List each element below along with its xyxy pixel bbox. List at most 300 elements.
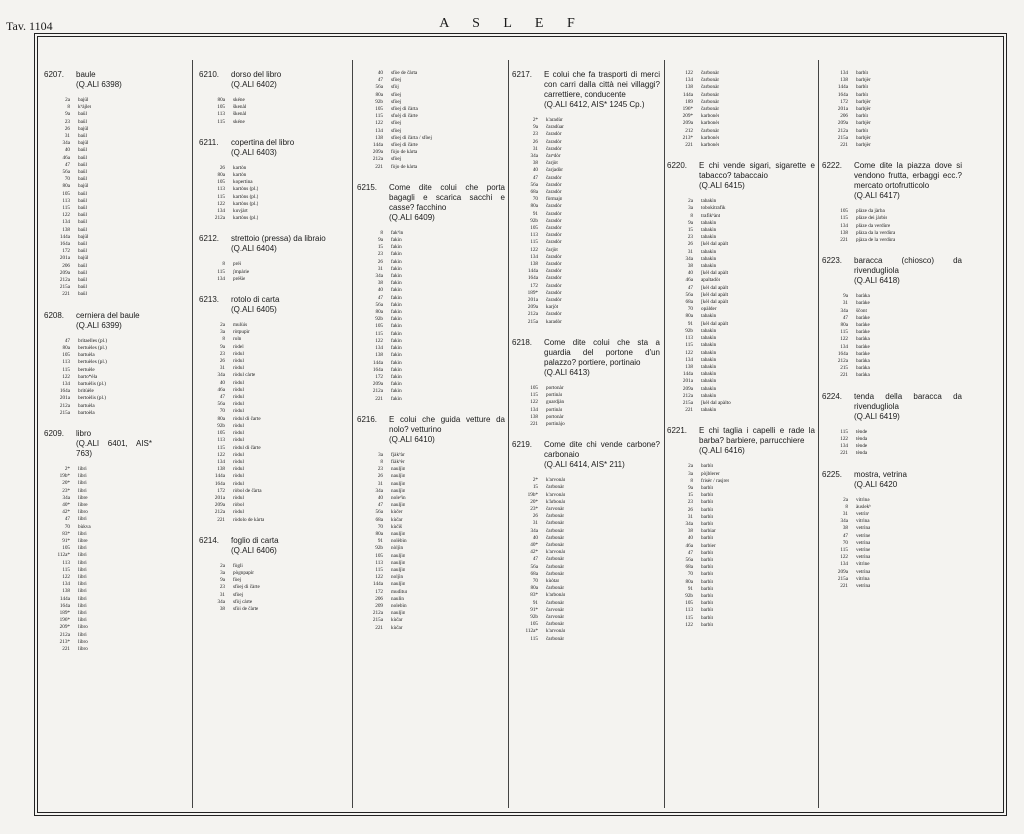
entry [44, 70, 152, 299]
point-number: 138 [217, 466, 225, 473]
entry-source: (Q.ALI 6399) [76, 320, 122, 330]
point-number: 164a [59, 241, 70, 248]
dialect-form: fakìn [391, 244, 402, 251]
entry-heading [512, 70, 660, 110]
data-row [667, 528, 815, 535]
point-number: 92b [375, 316, 383, 323]
data-row [667, 607, 815, 614]
dialect-form: libre [78, 501, 88, 508]
entry-title: Come dite la piazza dove si vendono frutta, erbaggi ecc.? mercato ortofrutticolo [854, 161, 962, 191]
dialect-form: plàze dei jàrbis [856, 215, 888, 222]
dialect-form: fakìn [391, 388, 402, 395]
data-row [44, 603, 152, 610]
entry-question [76, 311, 152, 331]
data-row [44, 97, 152, 104]
data-row [357, 142, 505, 149]
entry-rows [512, 477, 660, 643]
entry-number: 6222. [822, 161, 843, 171]
point-number: 46a [217, 386, 225, 393]
column [199, 70, 349, 625]
point-number: 8 [222, 261, 225, 268]
data-row [199, 408, 349, 415]
entry-rows [199, 322, 349, 524]
point-number: 15 [687, 492, 693, 499]
point-number: 3a [220, 329, 225, 336]
point-number: 56a [375, 509, 383, 516]
dialect-form: fakìn [391, 323, 402, 330]
point-number: 221 [375, 395, 383, 402]
point-number: 42* [530, 549, 538, 556]
dialect-form: nauljìn [391, 502, 406, 509]
data-row [44, 560, 152, 567]
data-row [667, 478, 815, 485]
data-row [667, 328, 815, 335]
dialect-form: čaradòr [546, 210, 562, 217]
data-row [512, 146, 660, 153]
point-number: 31 [219, 591, 225, 598]
dialect-form: ròdul [233, 430, 244, 437]
point-number: 115 [217, 193, 225, 200]
dialect-form: čaradòr [546, 239, 562, 246]
entry-heading [512, 338, 660, 378]
point-number: 105 [530, 384, 538, 391]
point-number: 113 [217, 437, 225, 444]
point-number: 134 [840, 561, 848, 568]
entry [667, 161, 815, 414]
dialect-form: tabakìn [701, 219, 717, 226]
entry-question [854, 256, 962, 286]
dialect-form: libre [78, 494, 88, 501]
data-row [199, 445, 349, 452]
data-row [512, 239, 660, 246]
point-number: 31 [842, 300, 848, 307]
data-row [512, 628, 660, 635]
dialect-form: baûl [78, 197, 87, 204]
dialect-form: čaradòr [546, 217, 562, 224]
dialect-form: čaradòr [546, 203, 562, 210]
point-number: 15 [377, 244, 383, 251]
dialect-form: k'arbonàr [546, 592, 566, 599]
data-row [357, 481, 505, 488]
dialect-form: čarbonàr [546, 484, 565, 491]
dialect-form: čaradòr [546, 181, 562, 188]
entry-source: (Q.ALI 6414, AIS* 211) [544, 460, 625, 470]
point-number: 115 [62, 205, 70, 212]
dialect-form: nauljìn [391, 566, 406, 573]
dialect-form: kartòn [233, 164, 247, 171]
data-row [199, 509, 349, 516]
point-number: 83* [62, 530, 70, 537]
point-number: 172 [375, 588, 383, 595]
dialect-form: sfòej di čàrte [391, 142, 418, 149]
point-number: 189* [527, 289, 538, 296]
dialect-form: bertuèles (pl.) [78, 359, 107, 366]
data-row [512, 542, 660, 549]
entry-source: (Q.ALI 6419) [854, 411, 900, 421]
point-number: 23 [532, 131, 538, 138]
dialect-form: vitrìna [856, 518, 870, 525]
point-number: 122 [375, 337, 383, 344]
point-number: 23* [530, 505, 538, 512]
point-number: 105 [530, 225, 538, 232]
dialect-form: ròdul [233, 365, 244, 372]
dialect-form: čaradòr [546, 289, 562, 296]
dialect-form: libro [78, 509, 88, 516]
point-number: 23 [219, 350, 225, 357]
data-row [822, 511, 962, 518]
data-row [357, 345, 505, 352]
data-row [357, 610, 505, 617]
data-row [667, 205, 815, 212]
data-row [822, 70, 962, 77]
dialect-form: čaradòr [546, 268, 562, 275]
dialect-form: čaradòr [546, 311, 562, 318]
dialect-form: bajül [78, 233, 89, 240]
entry-question [699, 161, 815, 191]
point-number: 215a [59, 409, 70, 416]
entry [357, 70, 505, 171]
data-row [667, 263, 815, 270]
entry-title: strettoio (pressa) da libraio [231, 234, 326, 244]
dialect-form: barbìr [701, 520, 714, 527]
data-row [44, 574, 152, 581]
dialect-form: nolèbìn [391, 538, 407, 545]
point-number: 34a [375, 273, 383, 280]
point-number: 134 [62, 219, 70, 226]
data-row [199, 186, 349, 193]
point-number: 8 [845, 503, 848, 510]
dialect-form: barbier [701, 542, 716, 549]
data-row [512, 528, 660, 535]
dialect-form: čaradòr [546, 282, 562, 289]
data-row [199, 322, 349, 329]
data-row [44, 104, 152, 111]
point-number: 144a [372, 142, 383, 149]
data-row [199, 592, 349, 599]
dialect-form: čaradòr [546, 138, 562, 145]
data-row [512, 506, 660, 513]
point-number: 56a [62, 169, 70, 176]
point-number: 221 [62, 646, 70, 652]
entry-heading [199, 70, 349, 90]
data-row [199, 599, 349, 606]
point-number: 2a [688, 463, 693, 470]
data-row [667, 364, 815, 371]
data-row [512, 484, 660, 491]
dialect-form: barto*èla [78, 373, 98, 380]
data-row [667, 99, 815, 106]
point-number: 31 [219, 365, 225, 372]
data-row [357, 574, 505, 581]
point-number: 34a [375, 487, 383, 494]
dialect-form: čarbonàr [701, 127, 720, 134]
data-row [512, 218, 660, 225]
entry-title: E chi taglia i capelli e rade la barba? barbiere, parrucchiere [699, 426, 815, 446]
dialect-form: sfòe de čàrta [391, 70, 418, 76]
point-number: 56a [685, 556, 693, 563]
dialect-form: baûl [78, 241, 87, 248]
dialect-form: fakìn [391, 280, 402, 287]
entry-title: libro [76, 428, 92, 438]
dialect-form: mulùis [233, 322, 248, 329]
point-number: 47 [219, 394, 225, 401]
point-number: 115 [530, 392, 538, 399]
data-row [667, 70, 815, 77]
point-number: 209a [682, 385, 693, 392]
entry-heading [822, 256, 962, 286]
point-number: 213* [682, 134, 693, 141]
data-row [44, 338, 152, 345]
dialect-form: vetrìna [856, 568, 871, 575]
dialect-form: portinàjo [546, 420, 565, 427]
entry-title: E chi vende sigari, sigarette e tabacco? tabaccaio [699, 161, 815, 181]
point-number: 9a [688, 484, 693, 491]
dialect-form: tabakìn [701, 255, 717, 262]
data-row [667, 571, 815, 578]
dialect-form: barbìr [701, 592, 714, 599]
dialect-form: barbiar [701, 528, 716, 535]
dialect-form: baràka [856, 358, 870, 365]
data-row [822, 533, 962, 540]
entry-heading [667, 426, 815, 456]
data-row [357, 553, 505, 560]
dialect-form: kartòns (pl.) [233, 186, 259, 193]
dialect-form: fakìn [391, 352, 402, 359]
column-divider [664, 60, 665, 808]
data-row [357, 273, 505, 280]
point-number: 31 [377, 480, 383, 487]
entry-heading [199, 536, 349, 556]
point-number: 23 [687, 499, 693, 506]
data-row [667, 507, 815, 514]
data-row [822, 518, 962, 525]
dialect-form: barbìr [701, 513, 714, 520]
data-row [667, 128, 815, 135]
point-number: 38 [687, 528, 693, 535]
dialect-form: sfòej [391, 91, 402, 98]
data-row [357, 164, 505, 171]
point-number: 212a [682, 392, 693, 399]
point-number: 2a [65, 97, 70, 103]
dialect-form: libri [78, 530, 87, 537]
data-row [199, 606, 349, 613]
point-number: 91 [687, 585, 693, 592]
dialect-form: tabakìn [701, 378, 717, 385]
dialect-form: barbjèr [856, 134, 871, 141]
data-row [357, 295, 505, 302]
dialect-form: škenàl [233, 111, 247, 118]
dialect-form: ròdul càrte [233, 372, 256, 379]
data-row [44, 581, 152, 588]
data-row [357, 517, 505, 524]
data-row [357, 560, 505, 567]
dialect-form: libri [78, 602, 87, 609]
point-number: 92b [530, 613, 538, 620]
dialect-form: sfòj [391, 84, 399, 91]
entry-number: 6210. [199, 70, 220, 79]
point-number: 122 [217, 200, 225, 207]
data-row [512, 535, 660, 542]
point-number: 80a [217, 415, 225, 422]
data-row [44, 495, 152, 502]
data-row [822, 365, 962, 372]
data-row [667, 514, 815, 521]
data-row [512, 261, 660, 268]
dialect-form: bartuèla [78, 352, 95, 359]
entry-title: Come dite colui che sta a guardia del portone d'un palazzo? portiere, portinaio [544, 337, 660, 367]
data-row [822, 142, 962, 149]
dialect-form: baûl [78, 133, 87, 140]
entry-rows [44, 466, 152, 653]
dialect-form: baûl [78, 118, 87, 125]
dialect-form: sfòej di čàrte [233, 584, 260, 591]
point-number: 20* [530, 498, 538, 505]
point-number: 9a [220, 577, 225, 584]
dialect-form: sfòej [391, 120, 402, 127]
dialect-form: čaradòr [546, 145, 562, 152]
data-row [822, 429, 962, 436]
point-number: 15 [532, 484, 538, 491]
data-row [512, 549, 660, 556]
dialect-form: čaradòr [546, 131, 562, 138]
column [512, 70, 660, 655]
dialect-form: ròdul [233, 350, 244, 357]
point-number: 144a [372, 581, 383, 588]
point-number: 144a [59, 595, 70, 602]
dialect-form: baûl [78, 176, 87, 183]
dialect-form: čarbonàr [546, 534, 565, 541]
point-number: 164a [527, 275, 538, 282]
point-number: 26 [377, 473, 383, 480]
data-row [357, 495, 505, 502]
data-row [44, 646, 152, 653]
point-number: 115 [685, 614, 693, 621]
data-row [357, 396, 505, 403]
data-row [822, 293, 962, 300]
entry-heading [44, 429, 152, 459]
entry-source: (Q.ALI 6403) [231, 147, 277, 157]
data-row [44, 263, 152, 270]
dialect-form: čarbonàr [546, 621, 565, 628]
dialect-form: baûl [78, 190, 87, 197]
data-row [357, 323, 505, 330]
entry-heading [199, 138, 349, 158]
entry [44, 311, 152, 417]
entry-heading [44, 70, 152, 90]
entry-rows [199, 165, 349, 223]
data-row [667, 299, 815, 306]
data-row [512, 189, 660, 196]
data-row [199, 387, 349, 394]
point-number: 56a [685, 291, 693, 298]
data-row [512, 275, 660, 282]
point-number: 80a [217, 172, 225, 179]
point-number: 34a [217, 372, 225, 379]
data-row [44, 277, 152, 284]
data-row [667, 113, 815, 120]
dialect-form: barbjèr [856, 77, 871, 84]
point-number: 212a [214, 509, 225, 516]
point-number: 70 [219, 408, 225, 415]
data-row [44, 410, 152, 417]
point-number: 115 [217, 118, 225, 125]
point-number: 46a [685, 542, 693, 549]
entry [199, 70, 349, 126]
dialect-form: fakìn [391, 359, 402, 366]
point-number: 196* [59, 617, 70, 624]
data-row [199, 495, 349, 502]
data-row [512, 153, 660, 160]
point-number: 31 [64, 133, 70, 140]
data-row [199, 372, 349, 379]
data-row [44, 126, 152, 133]
dialect-form: kùčar [391, 516, 403, 523]
data-row [44, 639, 152, 646]
point-number: 34a [530, 527, 538, 534]
data-row [667, 213, 815, 220]
data-row [44, 227, 152, 234]
data-row [822, 358, 962, 365]
entry-title: Come dite colui che porta bagagli e scarica sacchi e casse? facchino [389, 182, 505, 212]
data-row [199, 380, 349, 387]
entry-title: cerniera del baule [76, 310, 140, 320]
point-number: 164a [59, 388, 70, 395]
dialect-form: portonàr [546, 384, 564, 391]
dialect-form: sfòej di čàrta / sfòej [391, 134, 432, 141]
data-row [44, 176, 152, 183]
entry-number: 6219. [512, 440, 533, 450]
entry-title: baule [76, 70, 96, 79]
point-number: 134 [685, 77, 693, 84]
data-row [822, 128, 962, 135]
data-row [357, 545, 505, 552]
data-row [357, 367, 505, 374]
point-number: 221 [840, 142, 848, 149]
point-number: 9a [533, 124, 538, 131]
entry-title: tenda della baracca da rivendugliola [854, 391, 962, 411]
dialect-form: barbìr [701, 506, 714, 513]
point-number: 40 [532, 534, 538, 541]
data-row [667, 492, 815, 499]
data-row [357, 106, 505, 113]
data-row [357, 466, 505, 473]
entry [667, 426, 815, 629]
point-number: 122 [685, 621, 693, 628]
dialect-form: bartoèla [78, 409, 95, 416]
dialect-form: préšie [233, 275, 246, 282]
point-number: 23 [64, 118, 70, 125]
point-number: 38 [687, 263, 693, 270]
data-row [199, 401, 349, 408]
point-number: 209a [372, 149, 383, 156]
data-row [357, 596, 505, 603]
entry-question [544, 440, 660, 470]
data-row [512, 421, 660, 428]
dialect-form: ròdul [233, 394, 244, 401]
data-row [822, 344, 962, 351]
data-row [199, 452, 349, 459]
entry-title: mostra, vetrina [854, 469, 907, 479]
point-number: 221 [840, 237, 848, 244]
entry-question [231, 70, 349, 90]
dialect-form: nauljìn [391, 552, 406, 559]
dialect-form: fakìn [391, 345, 402, 352]
point-number: 80a [375, 530, 383, 537]
data-row [667, 543, 815, 550]
point-number: 40 [64, 147, 70, 154]
data-row [199, 201, 349, 208]
data-row [357, 120, 505, 127]
